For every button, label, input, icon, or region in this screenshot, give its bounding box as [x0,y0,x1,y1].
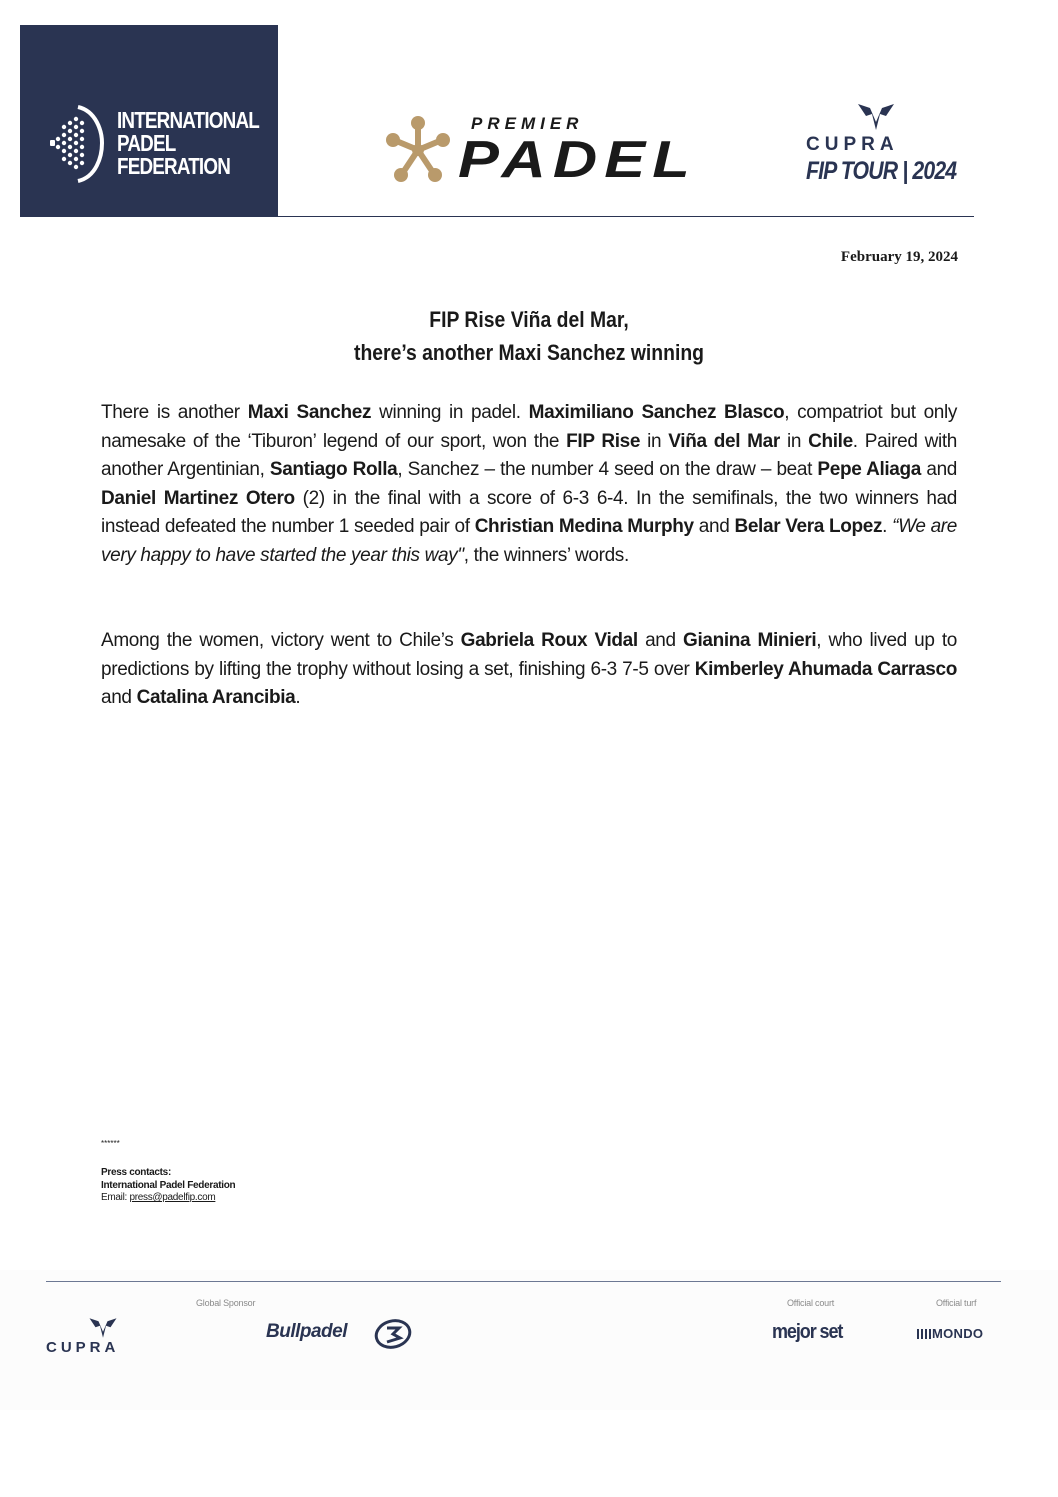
text-run: , Sanchez – the number 4 seed on the draw – beat [397,459,818,481]
email-label: Email: [101,1192,130,1203]
text-run: and [637,630,684,651]
press-contacts [101,1167,235,1205]
mondo-logo: MONDO [932,1326,984,1341]
bullpadel-logo: Bullpadel [266,1321,348,1342]
premier-padel-flower-icon [384,116,452,184]
text-run: . [295,687,301,709]
footer-divider [46,1281,1001,1282]
bullpadel-mark-icon [373,1318,413,1350]
text-run: . Paired with another Argentinian, [101,430,957,481]
bold-name-run: Gianina Minieri [683,630,817,651]
text-run: There is another [101,402,248,423]
release-date: February 19, 2024 [840,249,958,265]
bold-name-run: Belar Vera Lopez [734,516,883,538]
title-line: FIP Rise Viña del Mar, [429,307,629,332]
global-sponsor-caption: Global Sponsor [196,1298,256,1308]
text-run: , who lived up to predictions by lifting the trophy without losing a set, finishing 6-3 7-5 over [101,630,957,680]
body-paragraph [101,627,957,713]
text-run: , the winners’ words. [463,544,629,566]
title-line: there’s another Maxi Sanchez winning [354,340,704,365]
bold-name-run: Santiago Rolla [269,459,398,481]
bold-name-run: FIP Rise [566,430,641,452]
mejorset-logo: mejor set [772,1321,843,1343]
press-email-line [101,1192,235,1205]
fip-logo-line: FEDERATION [117,153,230,179]
bold-name-run: Maximiliano Sanchez Blasco [528,402,785,423]
premier-padel-small-text: PREMIER [471,114,584,133]
official-court-caption: Official court [787,1298,835,1308]
press-contacts-label: Press contacts: [101,1167,171,1178]
bold-name-run: Viña del Mar [668,430,780,452]
text-run: (2) in the final with a score of 6-3 6-4. In the semifinals, the two winners had instead defeated the number 1 seeded pair of [101,487,958,538]
padel-racket-icon [48,103,104,185]
cupra-footer-wordmark: CUPRA [46,1339,120,1356]
official-turf-caption: Official turf [936,1298,977,1308]
fip-logo-wordmark [117,109,259,178]
bold-name-run: Chile [808,430,853,452]
bold-name-run: Christian Medina Murphy [474,516,694,538]
bold-name-run: Pepe Aliaga [817,459,921,481]
premier-padel-wordmark: PADEL [458,131,697,189]
text-run: and [921,459,958,481]
bold-name-run: Gabriela Roux Vidal [460,630,638,651]
bold-name-run: Maxi Sanchez [247,402,372,423]
bold-name-run: Catalina Arancibia [136,687,296,709]
bold-name-run: Kimberley Ahumada Carrasco [694,658,957,680]
quote-run: “We are very happy to have started the year this way" [101,516,957,566]
press-contacts-org: International Padel Federation [101,1179,236,1191]
section-separator: ****** [101,1139,120,1148]
fip-logo-line: PADEL [117,130,176,156]
text-run: winning in padel. [371,402,529,423]
cupra-logo-icon [856,102,896,132]
press-email-link[interactable]: press@padelfip.com [129,1192,216,1203]
text-run: and [693,516,735,538]
cupra-footer-icon [88,1316,118,1340]
bold-name-run: Daniel Martinez Otero [101,487,295,509]
text-run: . [882,516,893,538]
text-run: and [101,687,137,709]
text-run: in [640,430,669,452]
fip-tour-2024-wordmark: FIP TOUR | 2024 [806,157,957,185]
fip-logo-block [20,25,278,217]
fip-logo-line: INTERNATIONAL [117,107,259,133]
header-divider [278,216,974,217]
mondo-stripes-icon [917,1329,931,1339]
footer-sponsor-strip [0,1270,1058,1410]
text-run: Among the women, victory went to Chile’s [101,630,461,651]
body-paragraph [101,399,957,571]
text-run: , compatriot but only namesake of the ‘Tiburon’ legend of our sport, won the [101,402,958,452]
text-run: in [779,430,809,452]
cupra-wordmark: CUPRA [806,134,899,155]
press-release-title [100,303,958,369]
